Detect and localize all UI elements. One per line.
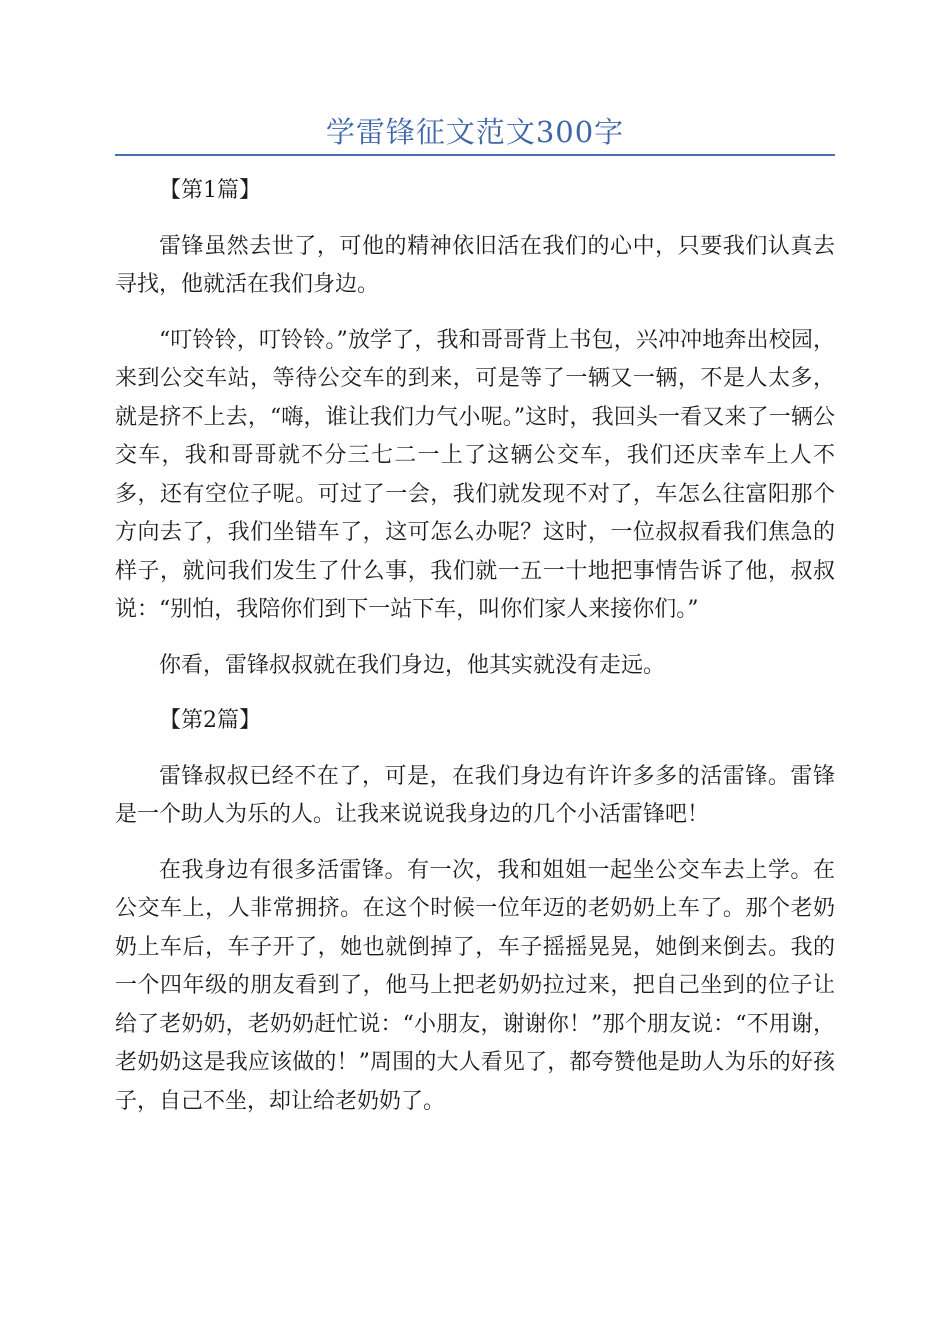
section-heading: 【第1篇】 [159,178,261,203]
document-body [115,172,835,1138]
paragraph: 雷锋虽然去世了，可他的精神依旧活在我们的心中，只要我们认真去寻找，他就活在我们身边。 [115,233,835,297]
section-heading: 【第2篇】 [159,708,261,733]
section-2 [115,702,835,1121]
title-underline [115,154,835,156]
paragraph: “叮铃铃，叮铃铃。”放学了，我和哥哥背上书包，兴冲冲地奔出校园，来到公交车站，等待公交车的到来，可是等了一辆又一辆，不是人太多，就是挤不上去，“嗨，谁让我们力气小呢。”这时，我回头一看又来了一辆公交车，我和哥哥就不分三七二一上了这辆公交车，我们还庆幸车上人不多，还有空位子呢。可过了一会，我们就发现不对了，车怎么往富阳那个方向去了，我们坐错车了，这可怎么办呢？这时，一位叔叔看我们焦急的样子，就问我们发生了什么事，我们就一五一十地把事情告诉了他，叔叔说：“别怕，我陪你们到下一站下车，叫你们家人来接你们。” [115,327,835,622]
page-title: 学雷锋征文范文300字 [325,115,625,149]
section-1 [115,172,835,685]
paragraph: 雷锋叔叔已经不在了，可是，在我们身边有许许多多的活雷锋。雷锋是一个助人为乐的人。让我来说说我身边的几个小活雷锋吧！ [115,763,835,827]
paragraph: 你看，雷锋叔叔就在我们身边，他其实就没有走远。 [159,652,666,678]
paragraph: 在我身边有很多活雷锋。有一次，我和姐姐一起坐公交车去上学。在公交车上，人非常拥挤。在这个时候一位年迈的老奶奶上车了。那个老奶奶上车后，车子开了，她也就倒掉了，车子摇摇晃晃，她倒来倒去。我的一个四年级的朋友看到了，他马上把老奶奶拉过来，把自己坐到的位子让给了老奶奶，老奶奶赶忙说：“小朋友，谢谢你！”那个朋友说：“不用谢，老奶奶这是我应该做的！”周围的大人看见了，都夸赞他是助人为乐的好孩子，自己不坐，却让给老奶奶了。 [115,857,835,1114]
